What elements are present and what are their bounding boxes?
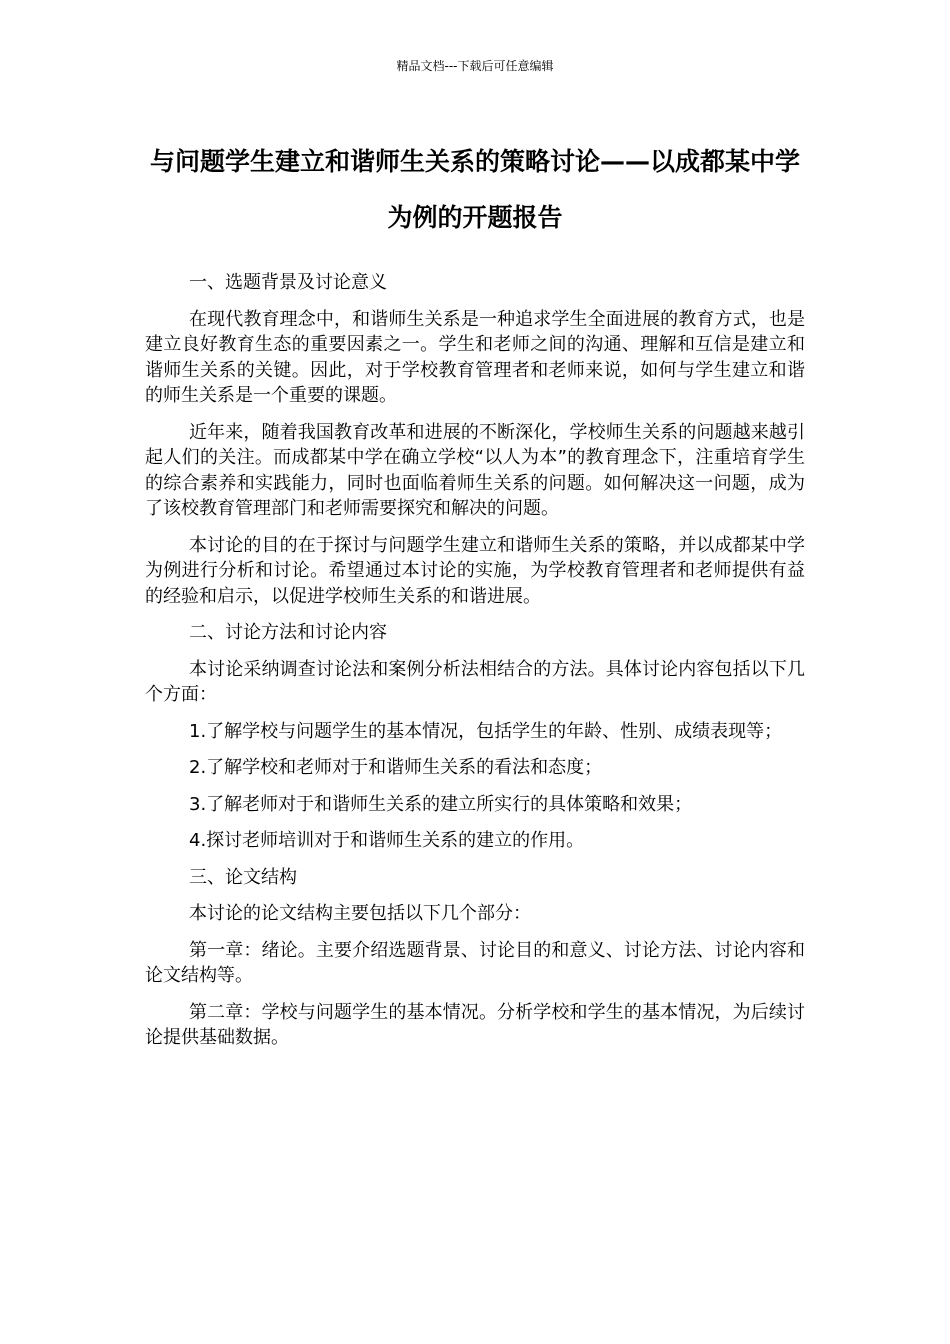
section-heading-structure: 三、论文结构 [189,866,297,888]
section-heading-methods: 二、讨论方法和讨论内容 [189,622,387,643]
list-item-1: 1.了解学校与问题学生的基本情况，包括学生的年龄、性别、成绩表现等； [189,720,783,742]
paragraph-education-concept: 在现代教育理念中，和谐师生关系是一种追求学生全面进展的教育方式，也是建立良好教育生态的重要因素之一。学生和老师之间的沟通、理解和互信是建立和谐师生关系的关键。因此，对于学校教育管理者和老师来说，如何与学生建立和谐的师生关系是一个重要的课题。 [145,308,805,406]
document-title: 与问题学生建立和谐师生关系的策略讨论——以成都某中学为例的开题报告 [149,147,800,232]
list-item-2: 2.了解学校和老师对于和谐师生关系的看法和态度； [189,757,603,778]
paragraph-chapter-1: 第一章：绪论。主要介绍选题背景、讨论目的和意义、讨论方法、讨论内容和论文结构等。 [145,939,805,986]
paragraph-methods: 本讨论采纳调查讨论法和案例分析法相结合的方法。具体讨论内容包括以下几个方面： [145,658,805,705]
section-heading-background: 一、选题背景及讨论意义 [189,272,387,293]
paragraph-structure-intro: 本讨论的论文结构主要包括以下几个部分： [189,903,531,924]
paragraph-chapter-2: 第二章：学校与问题学生的基本情况。分析学校和学生的基本情况，为后续讨论提供基础数据。 [145,1001,805,1048]
list-item-4: 4.探讨老师培训对于和谐师生关系的建立的作用。 [189,830,585,851]
list-item-3: 3.了解老师对于和谐师生关系的建立所实行的具体策略和效果； [189,793,693,815]
paragraph-purpose: 本讨论的目的在于探讨与问题学生建立和谐师生关系的策略，并以成都某中学为例进行分析和讨论。希望通过本讨论的实施，为学校教育管理者和老师提供有益的经验和启示，以促进学校师生关系的和谐进展。 [145,534,805,607]
document-body [145,270,805,1062]
page-header-note: 精品文档---下载后可任意编辑 [396,59,554,73]
paragraph-recent-years: 近年来，随着我国教育改革和进展的不断深化，学校师生关系的问题越来越引起人们的关注。而成都某中学在确立学校“以人为本”的教育理念下，注重培育学生的综合素养和实践能力，同时也面临着师生关系的问题。如何解决这一问题，成为了该校教育管理部门和老师需要探究和解决的问题。 [145,421,805,519]
